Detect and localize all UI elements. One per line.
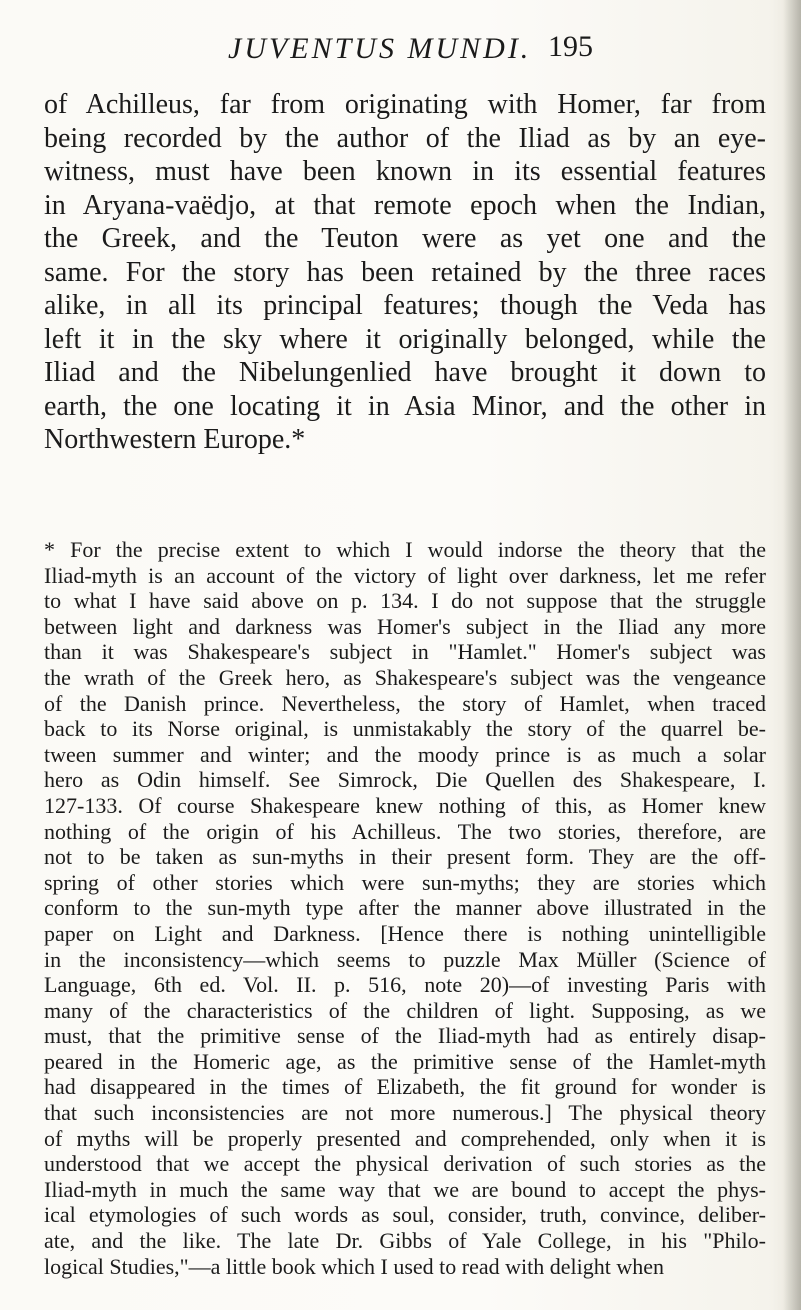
footnote-line: to what I have said above on p. 134. I do not suppose that the struggle (44, 588, 766, 614)
footnote-line: of the Danish prince. Nevertheless, the story of Hamlet, when traced (44, 690, 766, 716)
footnote-line: 127-133. Of course Shakespeare knew nothing of this, as Homer knew (44, 792, 766, 818)
footnote-line: hero as Odin himself. See Simrock, Die Quellen des Shakespeare, I. (44, 767, 766, 793)
footnote-line: had disappeared in the times of Elizabeth, the fit ground for wonder is (44, 1074, 766, 1100)
running-head: JUVENTUS MUNDI. (228, 32, 532, 65)
footnote-line: * For the precise extent to which I would indorse the theory that the (44, 537, 766, 562)
footnote-line: the wrath of the Greek hero, as Shakespeare's subject was the vengeance (44, 664, 766, 690)
footnote-line: than it was Shakespeare's subject in "Hamlet." Homer's subject was (44, 639, 766, 665)
page-header (0, 30, 801, 80)
body-line: Iliad and the Nibelungenlied have brought it down to (44, 357, 766, 388)
body-line: the Greek, and the Teuton were as yet one and the (44, 223, 766, 254)
footnote-line: nothing of the origin of his Achilleus. The two stories, therefore, are (44, 818, 766, 844)
footnote-line: that such inconsistencies are not more numerous.] The physical theory (44, 1100, 766, 1126)
footnote-line: conform to the sun-myth type after the manner above illustrated in the (44, 895, 766, 921)
page-edge-shadow (783, 0, 801, 1310)
footnote-line: between light and darkness was Homer's subject in the Iliad any more (44, 613, 766, 639)
page-number: 195 (548, 30, 593, 63)
footnote-line: in the inconsistency—which seems to puzzle Max Müller (Science of (44, 946, 766, 972)
footnote-line: not to be taken as sun-myths in their present form. They are the off- (44, 844, 766, 870)
body-line: of Achilleus, far from originating with Homer, far from (44, 89, 766, 120)
footnote-line: of myths will be properly presented and comprehended, only when it is (44, 1125, 766, 1151)
body-line: same. For the story has been retained by the three races (44, 256, 766, 288)
footnote-line: Language, 6th ed. Vol. II. p. 516, note 20)—of investing Paris with (44, 972, 766, 998)
footnote-line: tween summer and winter; and the moody prince is as much a solar (44, 741, 766, 767)
footnote-line: back to its Norse original, is unmistakably the story of the quarrel be- (44, 716, 766, 742)
body-line: earth, the one locating it in Asia Minor, and the other in (44, 390, 766, 422)
footnote-line: spring of other stories which were sun-myths; they are stories which (44, 869, 766, 895)
body-line: Northwestern Europe.* (44, 424, 306, 455)
body-line: left it in the sky where it originally belonged, while the (44, 323, 766, 355)
footnote-line: Iliad-myth is an account of the victory of light over darkness, let me refer (44, 562, 766, 588)
footnote (44, 537, 766, 1279)
footnote-line: many of the characteristics of the children of light. Supposing, as we (44, 997, 766, 1023)
footnote-line: peared in the Homeric age, as the primitive sense of the Hamlet-myth (44, 1048, 766, 1074)
body-paragraph (44, 88, 766, 457)
footnote-line: ical etymologies of such words as soul, consider, truth, convince, deliber- (44, 1202, 766, 1228)
body-line: being recorded by the author of the Iliad as by an eye- (44, 122, 766, 154)
footnote-line: Iliad-myth in much the same way that we are bound to accept the phys- (44, 1176, 766, 1202)
body-line: alike, in all its principal features; though the Veda has (44, 290, 766, 321)
footnote-line: logical Studies,"—a little book which I used to read with delight when (44, 1253, 664, 1279)
body-line: in Aryana-vaëdjo, at that remote epoch when the Indian, (44, 189, 766, 221)
footnote-line: ate, and the like. The late Dr. Gibbs of Yale College, in his "Philo- (44, 1228, 766, 1254)
footnote-line: paper on Light and Darkness. [Hence there is nothing unintelligible (44, 920, 766, 946)
footnote-line: understood that we accept the physical derivation of such stories as the (44, 1151, 766, 1177)
body-line: witness, must have been known in its essential features (44, 156, 766, 187)
footnote-line: must, that the primitive sense of the Iliad-myth had as entirely disap- (44, 1023, 766, 1049)
